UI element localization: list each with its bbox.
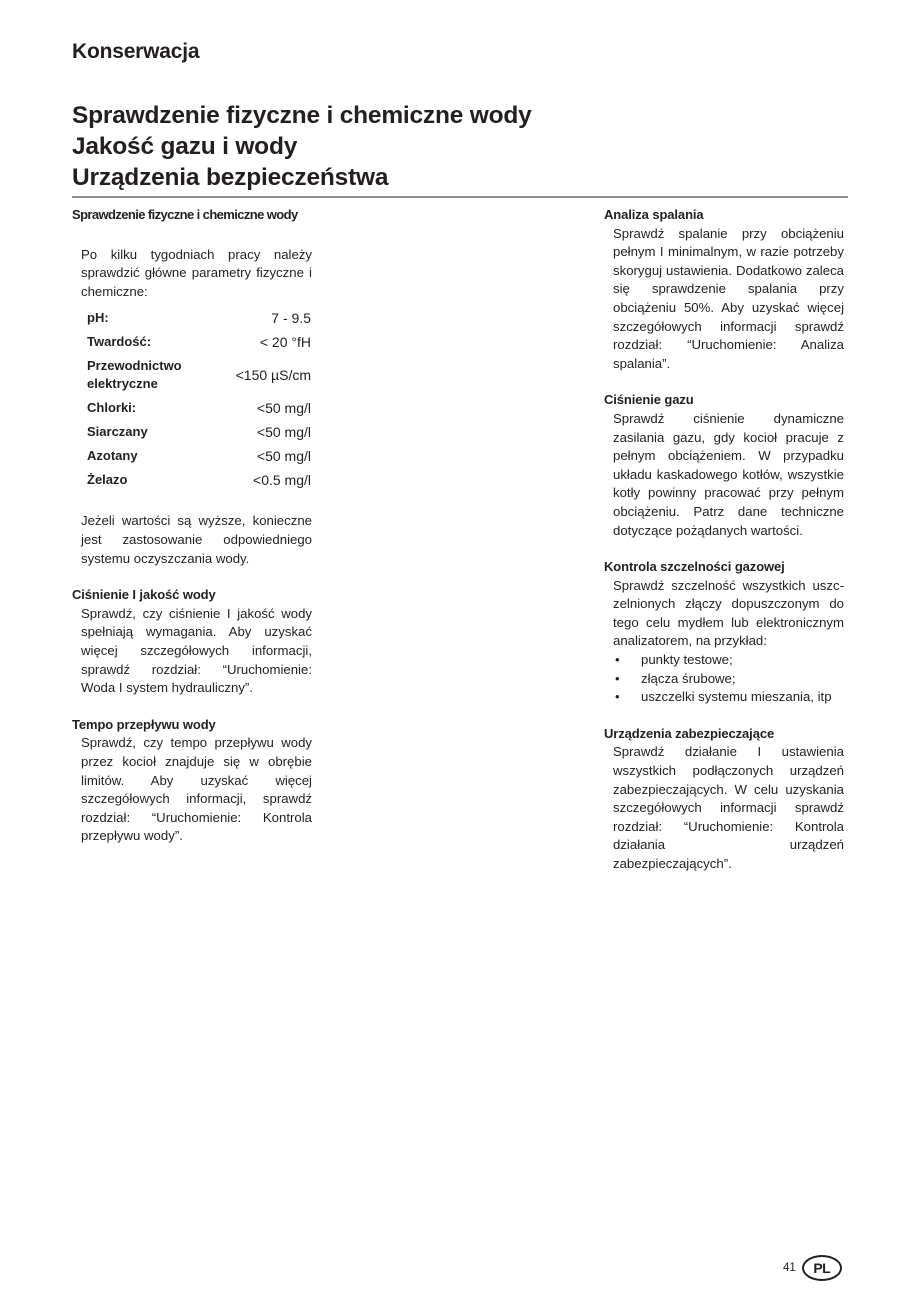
right-column xyxy=(604,206,844,874)
title-divider xyxy=(72,196,848,198)
table-row xyxy=(81,444,311,468)
param-value: 7 - 9.5 xyxy=(271,310,311,327)
pressure-quality-heading: Ciśnienie I jakość wody xyxy=(72,587,216,603)
list-item-text: złącza śrubowe; xyxy=(641,670,736,686)
table-row xyxy=(81,396,311,420)
param-value: <50 mg/l xyxy=(256,400,311,417)
left-column xyxy=(72,206,312,846)
gas-tightness-body: Sprawdź szczelność wszystkich uszczelnionych złączy dopuszczonym do tego celu mydłem lub elektronicznym analizatorem, na przykład: xyxy=(613,577,844,649)
gas-pressure-body: Sprawdź ciśnienie dynamiczne zasilania gazu, gdy kocioł pracuje z pełnym obciążeniem. W przypadku układu kaskadowego kotłów, wszystkie kotły powinny pracować przy pełnym obciążeniu. Patrz dane techniczne dotyczące pożądanych wartości. xyxy=(613,410,844,538)
param-label: Żelazo xyxy=(87,472,128,488)
page-number: 41 xyxy=(783,1262,796,1274)
combustion-body: Sprawdź spalanie przy obciążeniu pełnym I minimalnym, w razie potrzeby skoryguj ustawienia. Dodatkowo zaleca się sprawdzenie spalania przy obciążeniu 50%. Aby uzyskać więcej szczegółowych informacji sprawdź rozdział: “Uruchomienie: Analiza spalania”. xyxy=(613,225,844,371)
gas-tightness-list xyxy=(604,651,844,707)
water-parameters-table xyxy=(81,306,311,492)
table-row xyxy=(81,306,311,330)
gas-tightness-heading: Kontrola szczelności gazowej xyxy=(604,559,785,575)
safety-devices-body: Sprawdź działanie I ustawienia wszystkich podłączonych urządzeń zabezpieczających. W celu uzyskania szczegółowych informacji sprawdź rozdział: “Uruchomienie: Kontrola działania urządzeń zabezpieczających”. xyxy=(613,744,844,871)
param-label: Azotany xyxy=(87,448,138,464)
page-footer xyxy=(783,1255,842,1281)
param-value: < 20 °fH xyxy=(259,334,311,351)
water-check-intro: Po kilku tygodniach pracy należy sprawdzić główne parametry fizyczne i chemiczne: xyxy=(81,246,312,299)
language-badge-icon: PL xyxy=(802,1255,842,1281)
flow-rate-body: Sprawdź, czy tempo przepływu wody przez kocioł znajduje się w obrębie limitów. Aby uzyskać więcej szczegółowych informacji, sprawdź rozdział: “Uruchomienie: Kontrola przepływu wody”. xyxy=(81,735,312,844)
list-item xyxy=(613,670,844,689)
page-title-line-1: Sprawdzenie fizyczne i chemiczne wody xyxy=(72,102,532,129)
page-title-line-3: Urządzenia bezpieczeństwa xyxy=(72,164,389,191)
combustion-heading: Analiza spalania xyxy=(604,207,704,222)
param-value: <50 mg/l xyxy=(256,424,311,441)
list-item xyxy=(613,651,844,670)
safety-devices-heading: Urządzenia zabezpieczające xyxy=(604,725,775,741)
pressure-quality-body: Sprawdź, czy ciśnienie I jakość wody spełniają wymagania. Aby uzyskać więcej szczegółowych informacji, sprawdź rozdział: “Uruchomienie: Woda I system hydrauliczny”. xyxy=(81,605,312,696)
param-label: pH: xyxy=(87,310,109,326)
param-value: <0.5 mg/l xyxy=(253,472,311,489)
param-value: <50 mg/l xyxy=(256,448,311,465)
water-check-heading: Sprawdzenie fizyczne i chemiczne wody xyxy=(72,207,298,222)
gas-pressure-heading: Ciśnienie gazu xyxy=(604,392,694,408)
table-row xyxy=(81,330,311,354)
param-value: <150 µS/cm xyxy=(235,367,311,384)
section-title: Konserwacja xyxy=(72,40,200,63)
param-label: Chlorki: xyxy=(87,400,137,416)
param-label: Siarczany xyxy=(87,424,148,440)
table-row xyxy=(81,354,311,396)
bullet-icon: • xyxy=(615,689,620,705)
list-item-text: uszczelki systemu mieszania, itp xyxy=(641,689,832,705)
list-item-text: punkty testowe; xyxy=(641,652,733,668)
param-label: Przewodnictwo elektryczne xyxy=(87,358,182,392)
table-row xyxy=(81,468,311,492)
table-row xyxy=(81,420,311,444)
param-label: Twardość: xyxy=(87,334,152,350)
bullet-icon: • xyxy=(615,652,620,668)
water-check-note: Jeżeli wartości są wyższe, konieczne jest zastosowanie odpowiedniego systemu oczyszczania wody. xyxy=(81,513,312,566)
bullet-icon: • xyxy=(615,670,620,686)
page-title xyxy=(72,100,532,193)
flow-rate-heading: Tempo przepływu wody xyxy=(72,716,216,732)
list-item xyxy=(613,688,844,707)
page-title-line-2: Jakość gazu i wody xyxy=(72,133,298,160)
